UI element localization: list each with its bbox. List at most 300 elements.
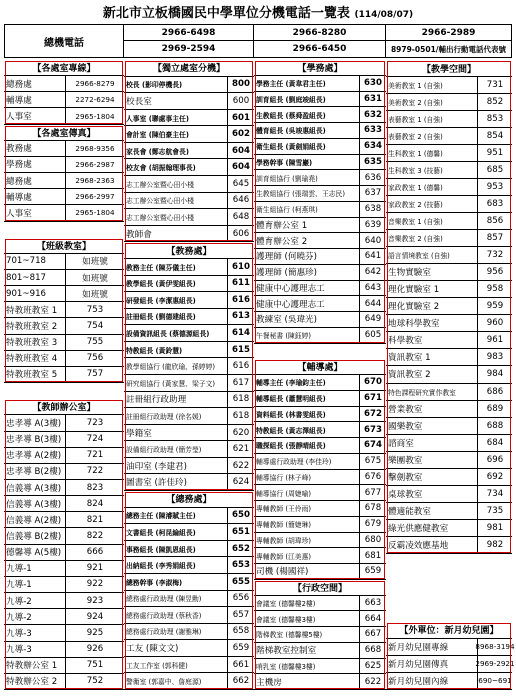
- extension-number: 662: [227, 673, 254, 689]
- extension-number: 823: [65, 480, 124, 495]
- extension-row: [386, 366, 512, 383]
- extension-number: 857: [477, 230, 512, 246]
- section-header: 【輔導處】: [254, 359, 386, 375]
- unit-name: 人事室: [6, 112, 32, 123]
- extension-row: [254, 438, 386, 454]
- extension-number: 602: [227, 126, 254, 142]
- extension-number: 2968-2363: [65, 173, 124, 188]
- extension-row: [124, 159, 254, 176]
- extension-number: 639: [359, 218, 386, 233]
- extension-number: 635: [359, 155, 386, 170]
- extension-number: 632: [359, 107, 386, 122]
- unit-name: 會議室 (德馨樓3樓): [256, 615, 316, 624]
- extension-row: [124, 209, 254, 226]
- extension-number: 852: [477, 94, 512, 110]
- extension-number: 616: [227, 292, 254, 308]
- unit-name: 輔導主任 (李瑜鈞主任): [256, 379, 326, 388]
- extension-number: 675: [359, 454, 386, 469]
- extension-row: [4, 351, 124, 367]
- section-header: 【教師辦公室】: [4, 399, 124, 415]
- unit-name: 哨乳室 (德馨樓3樓): [256, 662, 316, 671]
- extension-number: 657: [227, 607, 254, 623]
- extension-number: 651: [227, 524, 254, 540]
- unit-name: 訓育組協行 (劉瑜堯): [256, 174, 318, 183]
- unit-name: 訓育組長 (劉庭竣組長): [256, 95, 326, 104]
- extension-row: [254, 564, 386, 580]
- extension-number: 663: [359, 596, 386, 611]
- extension-number: 824: [65, 496, 124, 511]
- extension-number: 600: [227, 93, 254, 109]
- extension-row: [386, 315, 512, 332]
- extension-row: [386, 196, 512, 213]
- extension-number: 如班號: [65, 270, 124, 285]
- extension-number: 822: [65, 528, 124, 543]
- extension-number: 650: [227, 508, 254, 524]
- extension-number: 659: [359, 564, 386, 579]
- unit-name: 校長室: [126, 96, 152, 107]
- extension-row: [4, 464, 124, 480]
- unit-name: 會議室 (德馨樓2樓): [256, 599, 316, 608]
- extension-row: [254, 123, 386, 139]
- extension-number: 620: [227, 425, 254, 441]
- unit-name: 資訊教室 1: [388, 353, 431, 364]
- unit-name: 忠孝導 B(3樓): [6, 435, 62, 446]
- extension-number: 751: [65, 658, 124, 673]
- extension-row: [4, 496, 124, 512]
- unit-name: 特教辦公室 2: [6, 677, 58, 688]
- extension-number: 722: [65, 464, 124, 479]
- extension-row: [124, 358, 254, 375]
- extension-number: 684: [477, 435, 512, 451]
- extension-row: [254, 107, 386, 123]
- unit-name: 擊劍教室: [388, 472, 423, 483]
- extension-number: 616: [227, 358, 254, 374]
- unit-name: 警衛室 (郭嘉中、詹庭源): [126, 678, 202, 687]
- extension-row: [386, 673, 512, 690]
- unit-name: 家政教室 1 (德馨): [388, 184, 443, 193]
- extension-row: [254, 233, 386, 249]
- extension-row: [124, 591, 254, 608]
- unit-name: 階梯教室控制室: [256, 646, 317, 657]
- extension-number: 2966-8279: [65, 76, 124, 91]
- extension-number: 如班號: [65, 286, 124, 301]
- extension-number: 732: [477, 247, 512, 263]
- extension-row: [386, 179, 512, 196]
- unit-name: 研究組協行 (黃家慧、梁子文): [126, 379, 216, 388]
- extension-number: 677: [359, 485, 386, 500]
- extension-row: [386, 656, 515, 673]
- extension-row: [254, 375, 386, 391]
- unit-name: 護理師 (何曉芬): [256, 252, 317, 263]
- extension-number: 853: [477, 111, 512, 127]
- unit-name: 特色課程研究實作教室: [388, 388, 456, 397]
- extension-number: 734: [477, 486, 512, 502]
- extension-number: 686: [477, 384, 512, 400]
- unit-name: 專輔教師 (王伶雨): [256, 505, 312, 514]
- extension-number: 680: [359, 533, 386, 548]
- title-text: 新北市立板橋國民中學單位分機電話一覽表: [102, 6, 350, 21]
- extension-row: [124, 259, 254, 276]
- unit-name: 忠孝導 B(2樓): [6, 467, 62, 478]
- extension-number: 690~691: [477, 673, 512, 689]
- extension-row: [254, 92, 386, 108]
- extension-row: [386, 77, 512, 94]
- unit-name: 信義導 A(3樓): [6, 499, 62, 510]
- extension-row: [254, 627, 386, 643]
- section-header: 【外單位：新月幼兒園】: [386, 622, 512, 639]
- unit-name: 特教組長 (黃鈴慧): [126, 346, 183, 355]
- extension-number: 622: [227, 458, 254, 474]
- unit-name: 信義導 B(2樓): [6, 532, 62, 543]
- unit-name: 專輔教師 (江美惠): [256, 552, 312, 561]
- extension-number: 723: [65, 415, 124, 430]
- unit-name: 九導-3: [6, 645, 32, 656]
- extension-row: [4, 205, 124, 221]
- extension-number: 2965-1804: [65, 205, 124, 220]
- extension-number: 696: [477, 452, 512, 468]
- unit-name: 忠孝導 A(3樓): [6, 418, 62, 429]
- extension-number: 624: [227, 474, 254, 490]
- unit-name: 資訊教室 2: [388, 370, 431, 381]
- extension-row: [4, 141, 124, 157]
- extension-number: 982: [477, 537, 512, 553]
- extension-row: [124, 309, 254, 326]
- extension-row: [4, 189, 124, 205]
- extension-number: 983: [477, 349, 512, 365]
- unit-name: 新月幼兒園內線: [388, 676, 449, 687]
- unit-name: 輔導處行政助理 (李佳玲): [256, 458, 332, 467]
- extension-row: [386, 469, 512, 486]
- extension-row: [124, 342, 254, 359]
- fax-number: 8979-0501/輔出行動電話代表號: [386, 41, 512, 58]
- unit-name: 特教辦公室 1: [6, 661, 58, 672]
- unit-name: 註冊組長 (劉德建組長): [126, 313, 196, 322]
- extension-number: 如班號: [65, 254, 124, 269]
- unit-name: 體育辦公室 1: [256, 220, 308, 231]
- unit-name: 表藝教室 1 (自強): [388, 116, 443, 125]
- extension-row: [254, 517, 386, 533]
- extension-row: [254, 218, 386, 234]
- unit-name: 衛生組長 (黃劍娟組長): [256, 143, 326, 152]
- extension-number: 617: [227, 375, 254, 391]
- extension-number: 604: [227, 143, 254, 159]
- extension-number: 854: [477, 128, 512, 144]
- extension-row: [4, 658, 124, 674]
- unit-name: 輔導處: [6, 192, 32, 203]
- extension-number: 958: [477, 281, 512, 297]
- unit-name: 志工辦公室暨心田小棧: [126, 213, 194, 222]
- extension-number: 981: [477, 520, 512, 536]
- extension-number: 621: [227, 441, 254, 457]
- extension-number: 2272-6294: [65, 92, 124, 107]
- unit-name: 教務處: [6, 144, 32, 155]
- extension-row: [124, 640, 254, 657]
- unit-name: 總務處行政助理 (謝雅琳): [126, 628, 202, 637]
- extension-row: [254, 328, 386, 344]
- extension-number: 724: [65, 432, 124, 447]
- extension-row: [386, 145, 512, 162]
- unit-name: 總務主任 (陳濬賦主任): [126, 512, 196, 521]
- unit-name: 校長 (影印停機長): [126, 81, 183, 90]
- extension-row: [254, 265, 386, 281]
- extension-row: [4, 92, 124, 108]
- extension-number: 692: [477, 469, 512, 485]
- unit-name: 註冊組行政助理 (徐名媛): [126, 412, 202, 421]
- unit-name: 階梯教室 (德馨樓5樓): [256, 631, 323, 640]
- unit-name: 衛生組協行 (柯燕琪): [256, 206, 318, 215]
- extension-number: 672: [359, 407, 386, 422]
- extension-number: 673: [359, 422, 386, 437]
- extension-number: 666: [65, 545, 124, 560]
- extension-number: 925: [65, 625, 124, 640]
- extension-number: 622: [359, 674, 386, 689]
- extension-number: 636: [359, 170, 386, 185]
- extension-number: 984: [477, 366, 512, 382]
- section-header: 【教學空間】: [386, 60, 512, 77]
- unit-name: 學籍室: [126, 428, 152, 439]
- extension-number: 642: [359, 265, 386, 280]
- unit-name: 德馨導 A(5樓): [6, 548, 62, 559]
- extension-number: 674: [359, 438, 386, 453]
- extension-row: [254, 170, 386, 186]
- unit-name: 特教班教室 2: [6, 322, 58, 333]
- extension-row: [254, 596, 386, 612]
- extension-row: [254, 454, 386, 470]
- extension-row: [4, 674, 124, 690]
- extension-row: [254, 139, 386, 155]
- extension-row: [124, 657, 254, 674]
- unit-name: 志工辦公室暨心田小棧: [126, 180, 194, 189]
- unit-name: 學務處: [6, 160, 32, 171]
- extension-row: [254, 312, 386, 328]
- extension-row: [386, 418, 512, 435]
- extension-number: 735: [477, 503, 512, 519]
- section-header: 【獨立處室分機】: [124, 60, 254, 77]
- unit-name: 營業教室: [388, 404, 423, 415]
- unit-name: 註冊組行政助理: [126, 395, 187, 406]
- extension-row: [4, 561, 124, 577]
- extension-number: 754: [65, 318, 124, 333]
- extension-row: [4, 286, 124, 302]
- extension-number: 606: [227, 226, 254, 242]
- extension-number: 951: [477, 145, 512, 161]
- unit-name: 教練室 (吳瑋光): [256, 315, 317, 326]
- extension-row: [4, 302, 124, 318]
- extension-row: [386, 435, 512, 452]
- unit-name: 學務幹事 (陳雪巖): [256, 158, 313, 167]
- extension-number: 731: [477, 77, 512, 93]
- extension-number: 653: [227, 557, 254, 573]
- extension-row: [124, 77, 254, 94]
- extension-row: [124, 574, 254, 591]
- extension-number: 655: [227, 574, 254, 590]
- extension-number: 613: [227, 309, 254, 325]
- extension-row: [4, 625, 124, 641]
- extension-row: [254, 533, 386, 549]
- extension-number: 631: [359, 92, 386, 107]
- extension-row: [254, 249, 386, 265]
- extension-row: [4, 254, 124, 270]
- extension-row: [124, 226, 254, 243]
- unit-name: 國樂教室: [388, 421, 423, 432]
- extension-row: [386, 520, 512, 537]
- extension-number: 633: [359, 123, 386, 138]
- extension-row: [386, 298, 512, 315]
- extension-row: [254, 422, 386, 438]
- extension-row: [386, 452, 512, 469]
- extension-row: [4, 577, 124, 593]
- extension-number: 685: [477, 162, 512, 178]
- unit-name: 學務主任 (黃韋君主任): [256, 80, 326, 89]
- extension-row: [254, 470, 386, 486]
- unit-name: 志工辦公室暨心田小棧: [126, 197, 194, 206]
- extension-number: 668: [359, 643, 386, 658]
- extension-row: [4, 545, 124, 561]
- extension-number: 960: [477, 315, 512, 331]
- extension-row: [4, 173, 124, 189]
- extension-number: 649: [359, 312, 386, 327]
- extension-row: [254, 202, 386, 218]
- extension-row: [124, 276, 254, 293]
- extension-row: [254, 611, 386, 627]
- section-header: 【班級教室】: [4, 238, 124, 254]
- extension-number: 755: [65, 335, 124, 350]
- extension-number: 658: [227, 624, 254, 640]
- extension-number: 648: [227, 209, 254, 225]
- extension-number: 671: [359, 391, 386, 406]
- extension-number: 638: [359, 202, 386, 217]
- extension-number: 953: [477, 179, 512, 195]
- extension-row: [124, 557, 254, 574]
- unit-name: 職探組長 (張靜晴組長): [256, 442, 326, 451]
- extension-row: [386, 639, 515, 656]
- extension-row: [124, 193, 254, 210]
- unit-name: 音樂教室 1 (自強): [388, 218, 443, 227]
- extension-number: 659: [227, 640, 254, 656]
- unit-name: 體適能教室: [388, 506, 431, 517]
- extension-row: [124, 292, 254, 309]
- extension-row: [386, 332, 512, 349]
- extension-row: [386, 230, 512, 247]
- extension-row: [386, 349, 512, 366]
- unit-name: 總務處: [6, 176, 32, 187]
- extension-number: 601: [227, 110, 254, 126]
- unit-name: 事務組長 (陳凱恩組長): [126, 545, 196, 554]
- unit-name: 家政教室 2 (技藝): [388, 201, 443, 210]
- extension-row: [254, 659, 386, 675]
- extension-row: [386, 281, 512, 298]
- extension-row: [4, 108, 124, 124]
- unit-name: 文書組長 (柯昆綸組長): [126, 528, 196, 537]
- extension-number: 637: [359, 186, 386, 201]
- extension-row: [124, 673, 254, 690]
- extension-number: 640: [359, 233, 386, 248]
- unit-name: 生教組長 (蔡舜盈組長): [256, 111, 326, 120]
- section-header: 【學務處】: [254, 60, 386, 76]
- main-phone-number: 2966-8280: [254, 24, 386, 41]
- unit-name: 特教班教室 5: [6, 370, 58, 381]
- extension-row: [386, 537, 512, 554]
- extension-row: [254, 643, 386, 659]
- extension-number: 923: [65, 593, 124, 608]
- unit-name: 信義導 A(2樓): [6, 515, 62, 526]
- extension-number: 652: [227, 541, 254, 557]
- unit-name: 總務處: [6, 79, 32, 90]
- section-header: 【總務處】: [124, 491, 254, 508]
- unit-name: 九導-1: [6, 580, 32, 591]
- unit-name: 生科教室 1 (德馨): [388, 150, 443, 159]
- unit-name: 工友工作室 (郭科健): [126, 661, 188, 670]
- extension-number: 2968-9356: [65, 141, 124, 156]
- extension-row: [4, 528, 124, 544]
- unit-name: 特教班教室 4: [6, 354, 58, 365]
- extension-number: 959: [477, 298, 512, 314]
- extension-row: [124, 508, 254, 525]
- extension-number: 689: [477, 401, 512, 417]
- extension-row: [124, 110, 254, 127]
- unit-name: 設備組行政助理 (簡芳瑩): [126, 446, 202, 455]
- unit-name: 教學組協行 (龍欣瑜、孫婷婷): [126, 363, 216, 372]
- unit-name: 特教班教室 1: [6, 305, 58, 316]
- unit-name: 901~916: [6, 288, 47, 299]
- extension-row: [124, 93, 254, 110]
- unit-name: 地球科學教室: [388, 319, 440, 330]
- extension-number: 961: [477, 332, 512, 348]
- extension-row: [124, 474, 254, 491]
- extension-row: [4, 76, 124, 92]
- extension-number: 757: [65, 367, 124, 382]
- unit-name: 生物實驗室: [388, 268, 431, 279]
- extension-number: 678: [359, 501, 386, 516]
- extension-row: [124, 607, 254, 624]
- extension-row: [4, 367, 124, 383]
- unit-name: 教務主任 (陳芬儀主任): [126, 263, 196, 272]
- unit-name: 校友會 (胡振翰理事長): [126, 164, 196, 173]
- unit-name: 資料組長 (林書雯組長): [256, 410, 326, 419]
- unit-name: 生教組協行 (張瑞雲、王志民): [256, 190, 346, 199]
- unit-name: 九導-2: [6, 596, 32, 607]
- extension-number: 645: [227, 176, 254, 192]
- unit-name: 語言情境教室 (自強): [388, 252, 450, 261]
- unit-name: 701~718: [6, 256, 47, 267]
- unit-name: 新月幼兒園傳真: [388, 659, 449, 670]
- extension-number: 856: [477, 213, 512, 229]
- unit-name: 油印室 (李建君): [126, 461, 187, 472]
- extension-row: [254, 391, 386, 407]
- extension-row: [386, 94, 512, 111]
- extension-number: 615: [227, 342, 254, 358]
- extension-number: 614: [227, 325, 254, 341]
- extension-row: [386, 384, 512, 401]
- extension-row: [4, 157, 124, 173]
- extension-number: 618: [227, 408, 254, 424]
- main-phone-number: 2966-2989: [386, 24, 512, 41]
- extension-number: 641: [359, 249, 386, 264]
- extension-row: [254, 674, 386, 690]
- extension-number: 604: [227, 159, 254, 175]
- unit-name: 九導-2: [6, 612, 32, 623]
- unit-name: 家長會 (鄭志航會長): [126, 147, 189, 156]
- extension-row: [254, 407, 386, 423]
- extension-number: 683: [477, 196, 512, 212]
- extension-number: 926: [65, 642, 124, 657]
- unit-name: 設備資訊組長 (蔡德源組長): [126, 330, 210, 339]
- unit-name: 護理師 (簡惠珍): [256, 268, 317, 279]
- extension-number: 2966-2997: [65, 189, 124, 204]
- unit-name: 體育組長 (吳竣惠組長): [256, 127, 326, 136]
- extension-number: 644: [359, 296, 386, 311]
- extension-row: [124, 325, 254, 342]
